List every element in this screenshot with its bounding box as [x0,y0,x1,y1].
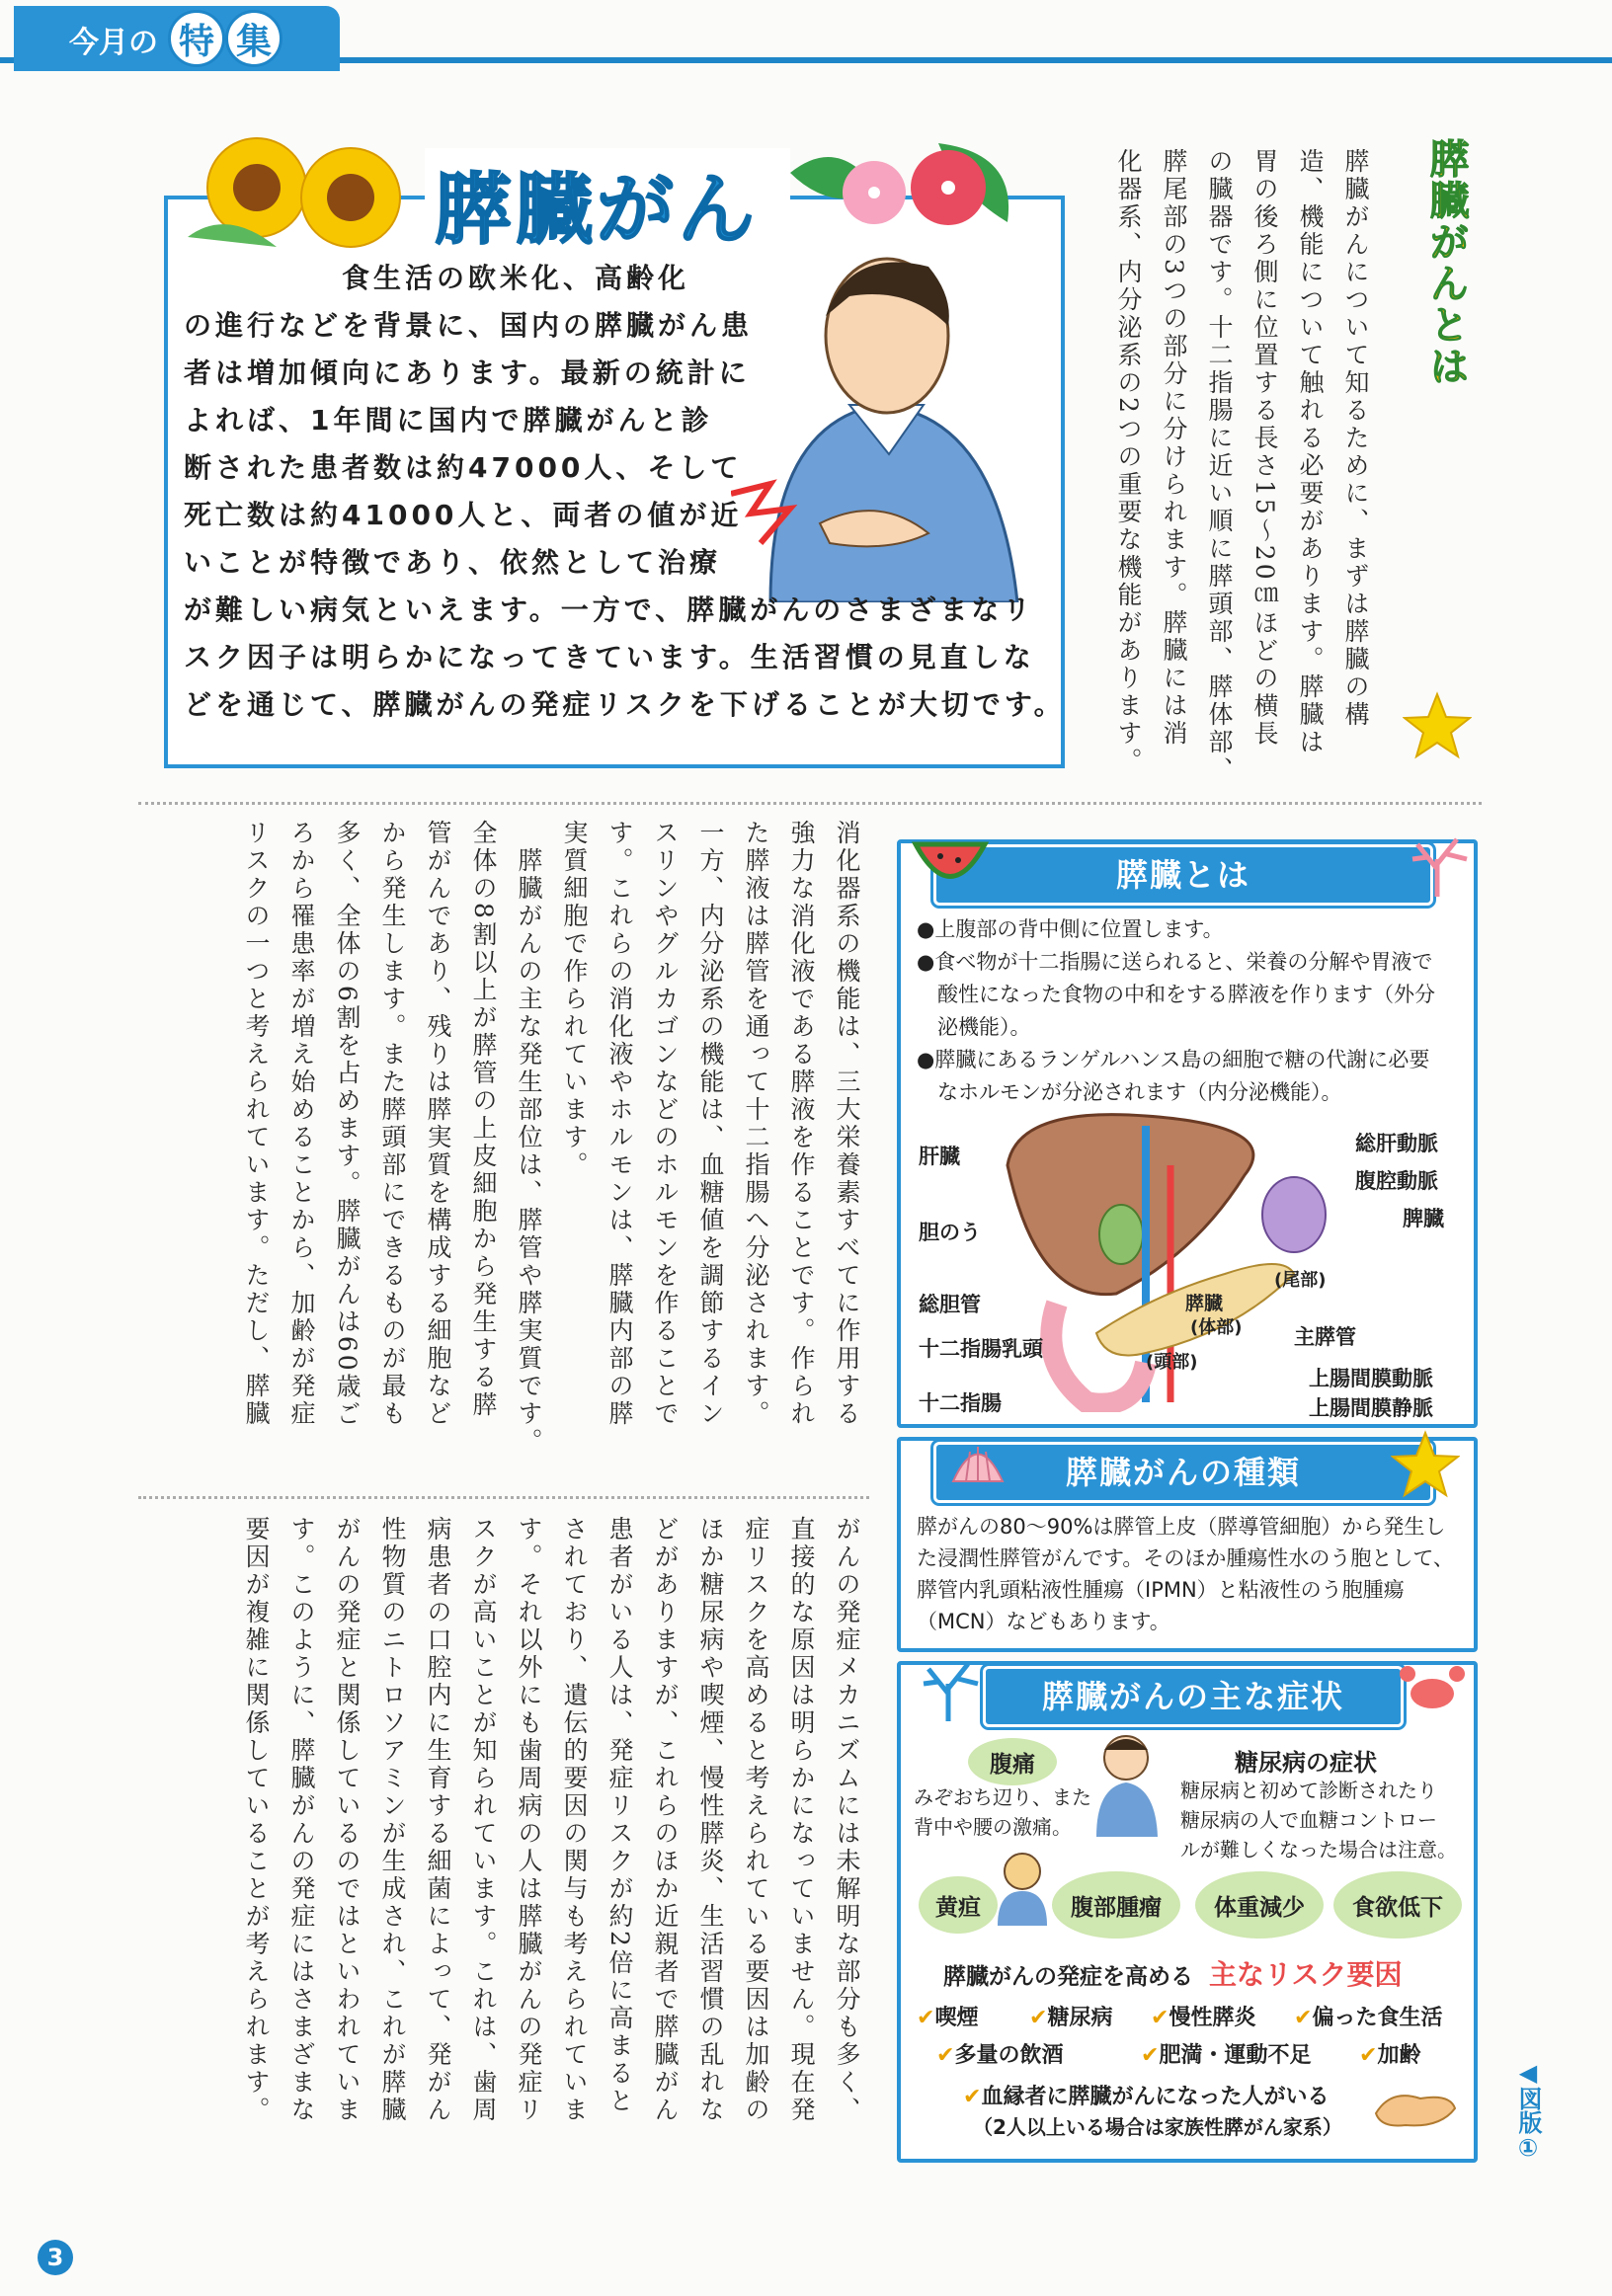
body-line: 消化器系の機能は、三大栄養素すべてに作用する [833,820,861,1428]
risk-item: ✔肥満・運動不足 [1141,2043,1312,2068]
header-char-2: 集 [225,10,282,67]
label-head: (頭部) [1146,1352,1198,1373]
symptom-weight-loss: 体重減少 [1195,1871,1324,1939]
body-line: スクが高いことが知られています。これは、歯周 [469,1516,498,2124]
pancreas-item: ●食べ物が十二指腸に送られると、栄養の分解や胃液で [917,950,1433,974]
body-line: スリンやグルカゴンなどのホルモンを作ることで [651,820,680,1428]
man-pain-icon [1087,1728,1166,1837]
body-line: 性物質のニトロソアミンが生成され、これが膵臓 [378,1516,407,2124]
label-pancreas: 膵臓 [1185,1293,1224,1314]
diabetes-desc-line: 糖尿病の人で血糖コントロー [1180,1808,1437,1832]
label-main-duct: 主膵管 [1294,1325,1356,1349]
risk-item: ✔糖尿病 [1029,2006,1113,2030]
label-celiac-artery: 腹腔動脈 [1355,1169,1438,1193]
risk-label: 喫煙 [934,2006,979,2030]
pancreas-icon [1371,2084,1460,2133]
label-bile-duct: 総胆管 [919,1293,981,1316]
pancreas-item: ●膵臓にあるランゲルハンス島の細胞で糖の代謝に必要 [917,1048,1430,1071]
risk-heading-a: 膵臓がんの発症を高める [943,1964,1193,1990]
risk-item: ✔偏った食生活 [1294,2006,1443,2030]
intro-line: どを通じて、膵臓がんの発症リスクを下げることが大切です。 [184,688,1066,721]
body-line: 管がんであり、残りは膵実質を構成する細胞など [424,820,452,1428]
header-label: 今月の [69,26,158,60]
label-papilla: 十二指腸乳頭 [919,1337,1043,1361]
pancreas-item: 酸性になった食物の中和をする膵液を作ります（外分 [917,983,1435,1006]
symptom-pain-title: 腹痛 [968,1738,1057,1785]
risk-item: ✔慢性膵炎 [1151,2006,1256,2030]
body-line: がんの発症と関係しているのではといわれていま [333,1516,362,2124]
pancreas-items [917,913,1470,1109]
risk-heading [943,1953,1402,1993]
panel-pancreas-title: 膵臓とは [933,844,1433,906]
intro-line: の進行などを背景に、国内の膵臓がん患 [184,309,754,342]
figure-label: ◀図版① [1514,2059,1542,2162]
intro-line: 断された患者数は約47000人、そして [184,451,743,484]
body-line: 一方、内分泌系の機能は、血糖値を調節するイン [696,820,725,1428]
pancreas-item: なホルモンが分泌されます（内分泌機能）。 [917,1080,1342,1104]
label-hepatic-artery: 総肝動脈 [1355,1132,1438,1155]
risk-label: 多量の飲酒 [954,2043,1064,2068]
about-line: 膵臓がんについて知るために、まずは膵臓の構 [1341,148,1370,729]
symptom-pain-desc [914,1782,1091,1842]
types-line: 膵がんの80～90%は膵管上皮（膵導管細胞）から発生し [917,1515,1446,1539]
seaweed-icon [914,1654,983,1723]
body-line: 多く、全体の6割を占めます。膵臓がんは60歳ご [333,820,362,1429]
panel-types-title: 膵臓がんの種類 [933,1442,1433,1503]
risk-item: ✔喫煙 [917,2006,979,2030]
body-text-bottom [119,1516,869,2187]
intro-line: 死亡数は約41000人と、両者の値が近 [184,499,743,531]
label-duodenum: 十二指腸 [919,1391,1002,1415]
intro-line: スク因子は明らかになってきています。生活習慣の見直しな [184,641,1035,673]
risk-item: ✔加齢 [1359,2043,1421,2068]
panel-symptoms-title: 膵臓がんの主な症状 [983,1666,1404,1727]
star-icon [1403,691,1472,760]
watermelon-icon [911,834,990,894]
risk-label: 慢性膵炎 [1169,2006,1256,2030]
body-line: た膵液は膵管を通って十二指腸へ分泌されます。 [742,820,770,1428]
risk-item-family: ✔血縁者に膵臓がんになった人がいる [963,2085,1330,2109]
body-line: がんの発症メカニズムには未解明な部分も多く、 [833,1516,861,2124]
risk-label: 加齢 [1377,2043,1421,2068]
body-line: から発生します。また膵頭部にできるものが最も [378,820,407,1428]
about-line: の臓器です。十二指腸に近い順に膵頭部、膵体部、 [1205,148,1234,784]
header-char-1: 特 [168,10,225,67]
symptom-diabetes-desc [1180,1776,1457,1864]
pain-desc-line: 背中や腰の激痛。 [914,1815,1072,1839]
jaundice-person-icon [993,1847,1052,1926]
body-text-mid [119,820,869,1491]
label-smv: 上腸間膜静脈 [1309,1396,1433,1420]
body-line: 病患者の口腔内に生育する細菌によって、発がん [424,1516,452,2124]
pancreas-item: 泌機能）。 [917,1015,1031,1039]
risk-label: 偏った食生活 [1312,2006,1443,2030]
intro-line: 者は増加傾向にあります。最新の統計に [184,356,751,389]
body-line: 直接的な原因は明らかになっていません。現在発 [787,1516,816,2124]
types-line: （MCN）などもあります。 [917,1610,1170,1633]
shell-icon [948,1437,1008,1491]
body-line: ほか糖尿病や喫煙、慢性膵炎、生活習慣の乱れな [696,1516,725,2124]
page-number: 3 [38,2240,73,2275]
types-line: 膵管内乳頭粘液性腫瘍（IPMN）と粘液性のう胞腫瘍 [917,1578,1405,1602]
intro-line: よれば、1年間に国内で膵臓がんと診 [184,404,713,436]
symptom-appetite-loss: 食欲低下 [1333,1871,1462,1939]
body-line: す。それ以外にも歯周病の人は膵臓がんの発症リ [515,1516,543,2124]
body-line: 要因が複雑に関係していることが考えられます。 [242,1516,271,2124]
risk-heading-b: 主なリスク要因 [1209,1958,1403,1991]
pancreas-item: ●上腹部の背中側に位置します。 [917,917,1224,941]
about-line: 膵尾部の3つの部分に分けられます。膵臓には消 [1160,148,1188,748]
label-spleen: 脾臓 [1403,1207,1444,1230]
label-liver: 肝臓 [919,1145,960,1168]
page-title: 膵臓がん [435,166,760,255]
sunflower-icon [168,128,425,267]
separator [138,802,1482,805]
about-text [1082,148,1378,790]
about-heading: 膵臓がんとは [1423,138,1469,387]
body-line: 実質細胞で作られています。 [560,820,589,1179]
coral-icon [1403,830,1472,899]
label-body: (体部) [1190,1317,1243,1338]
types-text [917,1511,1470,1637]
body-line: 患者がいる人は、発症リスクが約2倍に高まると [605,1516,634,2115]
body-line: す。このように、膵臓がんの発症にはさまざまな [287,1516,316,2124]
label-tail: (尾部) [1274,1270,1327,1291]
risk-family-note: （2人以上いる場合は家族性膵がん家系） [973,2115,1342,2139]
risk-family-label: 血縁者に膵臓がんになった人がいる [981,2085,1330,2109]
body-line: リスクの一つと考えられています。ただし、膵臓 [242,820,271,1428]
intro-text [184,255,1066,729]
risk-item: ✔多量の飲酒 [936,2043,1064,2068]
separator [138,1496,869,1499]
diabetes-desc-line: ルが難しくなった場合は注意。 [1180,1838,1457,1861]
body-line: 膵臓がんの主な発生部位は、膵管や膵実質です。 [515,820,543,1456]
body-line: す。これらの消化液やホルモンは、膵臓内部の膵 [605,820,634,1428]
label-gallbladder: 胆のう [919,1221,981,1244]
about-line: 胃の後ろ側に位置する長さ15～20㎝ほどの横長 [1250,148,1279,749]
risk-label: 糖尿病 [1047,2006,1113,2030]
body-line: ろから罹患率が増え始めることから、加齢が発症 [287,820,316,1428]
symptom-jaundice: 黄疸 [919,1876,998,1934]
intro-line: が難しい病気といえます。一方で、膵臓がんのさまざまなリ [184,594,1035,626]
body-line: されており、遺伝的要因の関与も考えられていま [560,1516,589,2124]
intro-line: いことが特徴であり、依然として治療 [184,546,722,579]
intro-line: 食生活の欧米化、高齢化 [184,262,690,294]
types-line: た浸潤性膵管がんです。そのほか腫瘍性水のう胞として、 [917,1546,1454,1570]
about-line: 化器系、内分泌系の2つの重要な機能があります。 [1114,148,1143,775]
risk-label: 肥満・運動不足 [1159,2043,1312,2068]
body-line: どがありますが、これらのほか近親者で膵臓がん [651,1516,680,2124]
starfish-icon [1391,1430,1460,1499]
symptom-diabetes-title: 糖尿病の症状 [1235,1749,1377,1777]
pain-desc-line: みぞおち辺り、また [914,1785,1091,1809]
body-line: 全体の8割以上が膵管の上皮細胞から発生する膵 [469,820,498,1419]
diabetes-desc-line: 糖尿病と初めて診断されたり [1180,1779,1437,1802]
body-line: 症リスクを高めると考えられている要因は加齢の [742,1516,770,2124]
label-sma: 上腸間膜動脈 [1309,1367,1433,1390]
body-line: 強力な消化液である膵液を作ることです。作られ [787,820,816,1428]
about-line: 造、機能について触れる必要があります。膵臓は [1296,148,1325,756]
crab-icon [1398,1659,1467,1718]
symptom-abdominal-mass: 腹部腫瘤 [1052,1871,1180,1939]
